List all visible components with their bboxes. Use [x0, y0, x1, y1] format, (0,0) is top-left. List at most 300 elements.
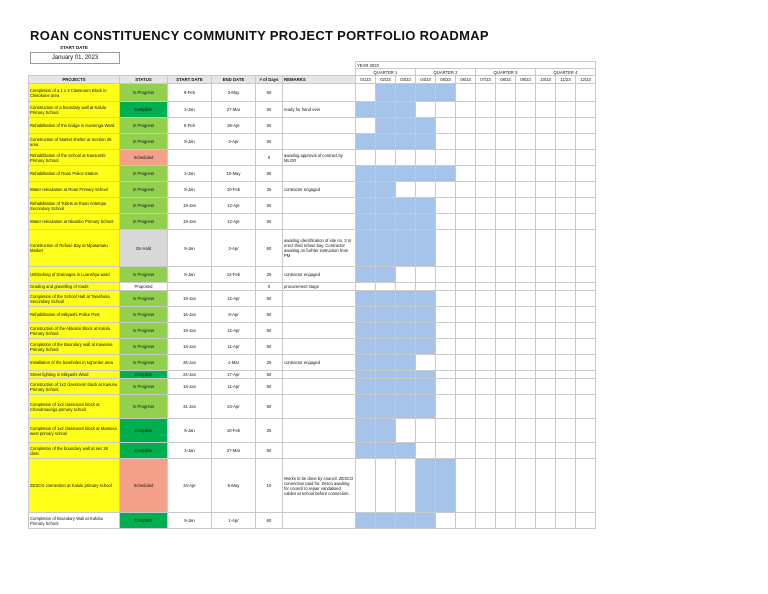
remarks-cell[interactable] [283, 118, 356, 134]
remarks-cell[interactable]: contractor engaged [283, 355, 356, 371]
gantt-cell [496, 84, 516, 102]
end-date-cell[interactable]: 27-Mar [212, 102, 256, 118]
gantt-cell [476, 371, 496, 379]
project-name-cell[interactable]: Completion of Boundary Wall at Kafubu Primary School [29, 513, 120, 529]
days-cell: 60 [256, 339, 283, 355]
project-name-cell[interactable]: Unblocking of Drainages in Luanshya ward [29, 267, 120, 283]
gantt-cell [496, 230, 516, 267]
days-cell: 90 [256, 166, 283, 182]
remarks-cell[interactable] [283, 134, 356, 150]
gantt-bar-cell [376, 323, 396, 339]
start-date-cell[interactable]: 31-Jan [168, 395, 212, 419]
table-row [29, 395, 596, 419]
gantt-bar-cell [416, 323, 436, 339]
project-name-cell[interactable]: Completion of a 1 x 3 Classroom Block in Chisokone area [29, 84, 120, 102]
end-date-cell[interactable]: 11-Apr [212, 339, 256, 355]
month-header: 02/23 [376, 76, 396, 84]
end-date-cell[interactable] [212, 150, 256, 166]
remarks-cell[interactable] [283, 371, 356, 379]
end-date-cell[interactable]: 3-May [212, 84, 256, 102]
gantt-bar-cell [356, 419, 376, 443]
gantt-cell [536, 419, 556, 443]
project-name-cell[interactable]: Completion of the School Hall at Twashuka Secondary School [29, 291, 120, 307]
start-date-cell[interactable]: 9-Jan [168, 230, 212, 267]
end-date-header: END DATE [212, 76, 256, 84]
gantt-cell [516, 291, 536, 307]
gantt-cell [556, 230, 576, 267]
end-date-cell[interactable]: 27-Mar [212, 443, 256, 459]
table-row [29, 198, 596, 214]
gantt-cell [476, 102, 496, 118]
gantt-cell [476, 198, 496, 214]
gantt-cell [476, 291, 496, 307]
remarks-cell[interactable] [283, 323, 356, 339]
gantt-bar-cell [376, 371, 396, 379]
start-date-cell[interactable]: 18-Jan [168, 339, 212, 355]
gantt-bar-cell [436, 166, 456, 182]
remarks-cell[interactable] [283, 513, 356, 529]
gantt-cell [436, 379, 456, 395]
gantt-bar-cell [396, 379, 416, 395]
end-date-cell[interactable]: 3-Apr [212, 134, 256, 150]
status-cell[interactable]: Complete [120, 513, 168, 529]
gantt-cell [496, 182, 516, 198]
end-date-cell[interactable]: 28-Apr [212, 118, 256, 134]
start-date-cell[interactable]: 9-Feb [168, 84, 212, 102]
status-cell[interactable]: In Progress [120, 166, 168, 182]
gantt-cell [576, 371, 596, 379]
gantt-cell [516, 230, 536, 267]
gantt-bar-cell [396, 166, 416, 182]
quarter-3-header: QUARTER 3 [476, 69, 536, 76]
end-date-cell[interactable]: 10-Feb [212, 182, 256, 198]
project-name-cell[interactable]: Completion of the Boundary wall at Kawama Primary School [29, 339, 120, 355]
gantt-cell [476, 419, 496, 443]
gantt-cell [536, 395, 556, 419]
gantt-cell [516, 419, 536, 443]
table-row [29, 323, 596, 339]
gantt-bar-cell [356, 379, 376, 395]
gantt-bar-cell [356, 395, 376, 419]
status-cell[interactable]: In Progress [120, 307, 168, 323]
end-date-cell[interactable]: 10-Feb [212, 419, 256, 443]
start-date-cell[interactable]: 16-Jan [168, 307, 212, 323]
start-date-cell[interactable]: 3-Jan [168, 102, 212, 118]
project-name-cell[interactable]: Rehabilitation of the School at Kansumbi Primary School [29, 150, 120, 166]
project-name-cell[interactable]: Installation of the boreholes in Ng'ombe area [29, 355, 120, 371]
status-cell[interactable]: In Progress [120, 214, 168, 230]
status-cell[interactable]: In Progress [120, 379, 168, 395]
days-cell: 25 [256, 182, 283, 198]
gantt-cell [436, 371, 456, 379]
gantt-cell [536, 371, 556, 379]
gantt-cell [556, 459, 576, 513]
status-cell[interactable]: In Progress [120, 323, 168, 339]
remarks-cell[interactable] [283, 214, 356, 230]
gantt-cell [476, 513, 496, 529]
gantt-cell [496, 150, 516, 166]
project-name-cell[interactable]: Rehabilitation of Mikyashi Police Post [29, 307, 120, 323]
status-cell[interactable]: In Progress [120, 339, 168, 355]
gantt-cell [536, 267, 556, 283]
gantt-bar-cell [376, 134, 396, 150]
month-header: 03/23 [396, 76, 416, 84]
quarter-1-header: QUARTER 1 [356, 69, 416, 76]
month-header: 06/23 [456, 76, 476, 84]
gantt-cell [356, 283, 376, 291]
start-date-field[interactable]: January 01, 2023 [30, 52, 120, 64]
project-name-cell[interactable]: Construction of Market shelter at Section 25 area [29, 134, 120, 150]
gantt-cell [516, 134, 536, 150]
gantt-cell [576, 459, 596, 513]
project-name-cell[interactable]: Rehabilitation of the bridge in Kamenga Ward [29, 118, 120, 134]
gantt-bar-cell [416, 166, 436, 182]
start-date-cell[interactable]: 24-Apr [168, 459, 212, 513]
remarks-cell[interactable]: ready for hand over [283, 102, 356, 118]
gantt-cell [516, 182, 536, 198]
end-date-cell[interactable]: 1-Apr [212, 513, 256, 529]
project-name-cell[interactable]: Completion of the boundary wall at sec 26 clinic [29, 443, 120, 459]
remarks-cell[interactable]: procurement stage [283, 283, 356, 291]
end-date-cell[interactable]: 17-Apr [212, 371, 256, 379]
project-name-cell[interactable]: Completion of 1x3 classroom block at Chendmaunga primary school [29, 395, 120, 419]
project-name-cell[interactable]: Rehabilitation of Roan Police Station [29, 166, 120, 182]
days-cell: 25 [256, 355, 283, 371]
start-date-cell[interactable]: 19-Jan [168, 214, 212, 230]
gantt-cell [516, 166, 536, 182]
gantt-cell [436, 214, 456, 230]
gantt-cell [556, 267, 576, 283]
status-cell[interactable]: On Hold [120, 230, 168, 267]
remarks-cell[interactable]: contractor engaged [283, 182, 356, 198]
start-date-cell[interactable]: 19-Jan [168, 198, 212, 214]
gantt-cell [476, 443, 496, 459]
gantt-cell [436, 198, 456, 214]
start-date-cell[interactable]: 3-Jan [168, 443, 212, 459]
month-header: 07/23 [476, 76, 496, 84]
gantt-cell [456, 166, 476, 182]
start-date-cell[interactable]: 9-Jan [168, 182, 212, 198]
start-date-cell[interactable]: 9-Jan [168, 513, 212, 529]
remarks-cell[interactable] [283, 443, 356, 459]
gantt-cell [476, 307, 496, 323]
gantt-bar-cell [356, 339, 376, 355]
gantt-cell [516, 443, 536, 459]
gantt-bar-cell [396, 307, 416, 323]
days-header: # of Days [256, 76, 283, 84]
end-date-cell[interactable] [212, 283, 256, 291]
days-cell: 0 [256, 283, 283, 291]
remarks-cell[interactable]: Works to be done by council. ZESCO connection paid for. Zesco awaiting for council to repair vandalised cables at school before connection. [283, 459, 356, 513]
days-cell: 10 [256, 459, 283, 513]
gantt-cell [556, 355, 576, 371]
gantt-cell [356, 459, 376, 513]
gantt-cell [456, 395, 476, 419]
table-row [29, 419, 596, 443]
remarks-cell[interactable]: awaiting identification of site no. 3 to erect third refuse bay. Contractor awaiting on furhter instruction from PM [283, 230, 356, 267]
gantt-cell [576, 395, 596, 419]
gantt-cell [456, 230, 476, 267]
days-cell: 25 [256, 267, 283, 283]
project-name-cell[interactable]: Grading and gravelling of roads [29, 283, 120, 291]
gantt-cell [376, 459, 396, 513]
gantt-cell [496, 443, 516, 459]
gantt-cell [536, 150, 556, 166]
remarks-cell[interactable] [283, 395, 356, 419]
gantt-cell [456, 371, 476, 379]
gantt-cell [456, 323, 476, 339]
remarks-cell[interactable] [283, 198, 356, 214]
gantt-cell [436, 419, 456, 443]
status-cell[interactable]: In Progress [120, 84, 168, 102]
project-name-cell[interactable]: Water reticulation at Roan Primary School [29, 182, 120, 198]
status-cell[interactable]: Complete [120, 443, 168, 459]
status-cell[interactable]: Complete [120, 371, 168, 379]
start-date-cell[interactable]: 19-Jan [168, 291, 212, 307]
remarks-cell[interactable] [283, 166, 356, 182]
gantt-cell [436, 267, 456, 283]
start-date-cell[interactable]: 18-Jan [168, 379, 212, 395]
start-date-cell[interactable]: 9-Jan [168, 419, 212, 443]
gantt-cell [576, 267, 596, 283]
start-date-cell[interactable]: 9-Jan [168, 267, 212, 283]
table-row [29, 443, 596, 459]
table-row [29, 182, 596, 198]
status-cell[interactable]: In Progress [120, 267, 168, 283]
gantt-cell [536, 307, 556, 323]
days-cell: 60 [256, 323, 283, 339]
remarks-cell[interactable] [283, 379, 356, 395]
end-date-cell[interactable]: 12-Apr [212, 214, 256, 230]
month-header: 09/23 [516, 76, 536, 84]
gantt-cell [556, 134, 576, 150]
gantt-cell [496, 283, 516, 291]
days-cell: 60 [256, 443, 283, 459]
status-cell[interactable]: In Progress [120, 198, 168, 214]
gantt-bar-cell [396, 355, 416, 371]
gantt-cell [436, 513, 456, 529]
gantt-cell [496, 339, 516, 355]
gantt-cell [416, 283, 436, 291]
gantt-bar-cell [396, 134, 416, 150]
gantt-cell [436, 102, 456, 118]
gantt-cell [556, 371, 576, 379]
table-row [29, 513, 596, 529]
gantt-cell [576, 283, 596, 291]
end-date-cell[interactable]: 1-Mar [212, 355, 256, 371]
end-date-cell[interactable]: 24-Apr [212, 395, 256, 419]
status-cell[interactable]: In Progress [120, 118, 168, 134]
gantt-cell [576, 307, 596, 323]
start-date-cell[interactable]: 24-Jan [168, 371, 212, 379]
gantt-cell [456, 443, 476, 459]
project-name-cell[interactable]: Construction of the Ablution Block at Kalulu Primary School [29, 323, 120, 339]
gantt-cell [456, 291, 476, 307]
gantt-cell [456, 84, 476, 102]
gantt-bar-cell [396, 102, 416, 118]
gantt-cell [496, 419, 516, 443]
gantt-cell [396, 459, 416, 513]
remarks-cell[interactable] [283, 291, 356, 307]
project-name-cell[interactable]: Water reticulation at Nkambo Primary School [29, 214, 120, 230]
project-name-cell[interactable]: Construction of a boundary wall at Kalulu Primary School [29, 102, 120, 118]
status-cell[interactable]: Scheduled [120, 459, 168, 513]
gantt-cell [496, 166, 516, 182]
gantt-cell [436, 182, 456, 198]
table-row [29, 102, 596, 118]
table-row [29, 84, 596, 102]
gantt-bar-cell [416, 395, 436, 419]
gantt-cell [496, 371, 516, 379]
gantt-cell [456, 182, 476, 198]
gantt-bar-cell [376, 102, 396, 118]
remarks-cell[interactable] [283, 307, 356, 323]
gantt-bar-cell [356, 198, 376, 214]
table-row [29, 459, 596, 513]
end-date-cell[interactable]: 5-May [212, 459, 256, 513]
status-cell[interactable]: In Progress [120, 395, 168, 419]
end-date-cell[interactable]: 9-Apr [212, 307, 256, 323]
gantt-bar-cell [416, 198, 436, 214]
table-row [29, 150, 596, 166]
gantt-cell [436, 307, 456, 323]
gantt-cell [476, 214, 496, 230]
remarks-cell[interactable]: awaiting approval of contract by MLGR [283, 150, 356, 166]
start-date-cell[interactable]: 9-Jan [168, 134, 212, 150]
gantt-bar-cell [396, 371, 416, 379]
gantt-cell [516, 267, 536, 283]
remarks-cell[interactable] [283, 419, 356, 443]
gantt-bar-cell [356, 134, 376, 150]
gantt-bar-cell [416, 118, 436, 134]
gantt-cell [436, 323, 456, 339]
end-date-cell[interactable]: 3-Apr [212, 230, 256, 267]
table-row [29, 291, 596, 307]
gantt-cell [576, 118, 596, 134]
gantt-cell [576, 513, 596, 529]
status-cell[interactable]: Proposed [120, 283, 168, 291]
project-name-cell[interactable]: Rehabilitation of Toilets at Roan Antelope Secondary School [29, 198, 120, 214]
gantt-cell [396, 182, 416, 198]
gantt-cell [496, 395, 516, 419]
gantt-bar-cell [376, 84, 396, 102]
gantt-bar-cell [356, 102, 376, 118]
gantt-bar-cell [396, 214, 416, 230]
end-date-cell[interactable]: 12-Apr [212, 323, 256, 339]
remarks-cell[interactable]: contractor engaged [283, 267, 356, 283]
gantt-cell [516, 214, 536, 230]
gantt-cell [536, 214, 556, 230]
days-cell: 60 [256, 230, 283, 267]
gantt-cell [556, 339, 576, 355]
gantt-cell [356, 150, 376, 166]
quarter-4-header: QUARTER 4 [536, 69, 596, 76]
project-name-cell[interactable]: Street lighting in Mikyashi Ward [29, 371, 120, 379]
gantt-cell [456, 307, 476, 323]
gantt-cell [456, 339, 476, 355]
gantt-cell [396, 267, 416, 283]
gantt-cell [516, 513, 536, 529]
gantt-cell [396, 419, 416, 443]
month-header: 08/23 [496, 76, 516, 84]
remarks-header: REMARKS [283, 76, 356, 84]
gantt-cell [456, 379, 476, 395]
gantt-bar-cell [416, 307, 436, 323]
gantt-cell [456, 118, 476, 134]
gantt-cell [496, 307, 516, 323]
status-cell[interactable]: In Progress [120, 355, 168, 371]
gantt-cell [556, 283, 576, 291]
days-cell: 60 [256, 102, 283, 118]
project-name-cell[interactable]: Construction of 1x2 classroom block at Kasunu Primary School [29, 379, 120, 395]
gantt-bar-cell [376, 214, 396, 230]
status-cell[interactable]: In Progress [120, 182, 168, 198]
table-row [29, 166, 596, 182]
gantt-bar-cell [376, 395, 396, 419]
status-cell[interactable]: Scheduled [120, 150, 168, 166]
project-name-cell[interactable]: ZESCO connection at Kalulu primary school [29, 459, 120, 513]
status-cell[interactable]: In Progress [120, 291, 168, 307]
gantt-bar-cell [376, 339, 396, 355]
gantt-cell [436, 230, 456, 267]
end-date-cell[interactable]: 12-Apr [212, 291, 256, 307]
start-date-cell[interactable]: 26-Jan [168, 355, 212, 371]
gantt-cell [456, 214, 476, 230]
start-date-cell[interactable]: 19-Jan [168, 323, 212, 339]
gantt-bar-cell [396, 339, 416, 355]
end-date-cell[interactable]: 12-Feb [212, 267, 256, 283]
gantt-bar-cell [376, 166, 396, 182]
gantt-cell [456, 419, 476, 443]
gantt-bar-cell [396, 118, 416, 134]
gantt-cell [516, 118, 536, 134]
end-date-cell[interactable]: 12-Apr [212, 198, 256, 214]
gantt-cell [456, 459, 476, 513]
status-cell[interactable]: Complete [120, 419, 168, 443]
gantt-cell [556, 291, 576, 307]
gantt-bar-cell [416, 371, 436, 379]
gantt-cell [536, 230, 556, 267]
start-date-cell[interactable]: 5-Feb [168, 118, 212, 134]
status-cell[interactable]: In Progress [120, 134, 168, 150]
remarks-cell[interactable] [283, 84, 356, 102]
project-name-cell[interactable]: Completion of 1x2 classroom block at Mamoxa west primary school [29, 419, 120, 443]
project-name-cell[interactable]: Construction of Refuse Bay at Mpatamatu Market [29, 230, 120, 267]
gantt-cell [496, 379, 516, 395]
gantt-bar-cell [416, 513, 436, 529]
gantt-cell [456, 134, 476, 150]
gantt-cell [536, 102, 556, 118]
remarks-cell[interactable] [283, 339, 356, 355]
gantt-cell [536, 339, 556, 355]
start-date-cell[interactable]: 3-Jan [168, 166, 212, 182]
table-row [29, 230, 596, 267]
gantt-bar-cell [356, 291, 376, 307]
gantt-bar-cell [396, 513, 416, 529]
gantt-cell [416, 182, 436, 198]
end-date-cell[interactable]: 10-May [212, 166, 256, 182]
status-cell[interactable]: Complete [120, 102, 168, 118]
gantt-bar-cell [396, 395, 416, 419]
end-date-cell[interactable]: 11-Apr [212, 379, 256, 395]
start-date-cell[interactable] [168, 150, 212, 166]
gantt-cell [476, 355, 496, 371]
roadmap-table [28, 61, 596, 529]
gantt-bar-cell [396, 84, 416, 102]
gantt-cell [476, 267, 496, 283]
start-date-cell[interactable] [168, 283, 212, 291]
gantt-cell [576, 182, 596, 198]
